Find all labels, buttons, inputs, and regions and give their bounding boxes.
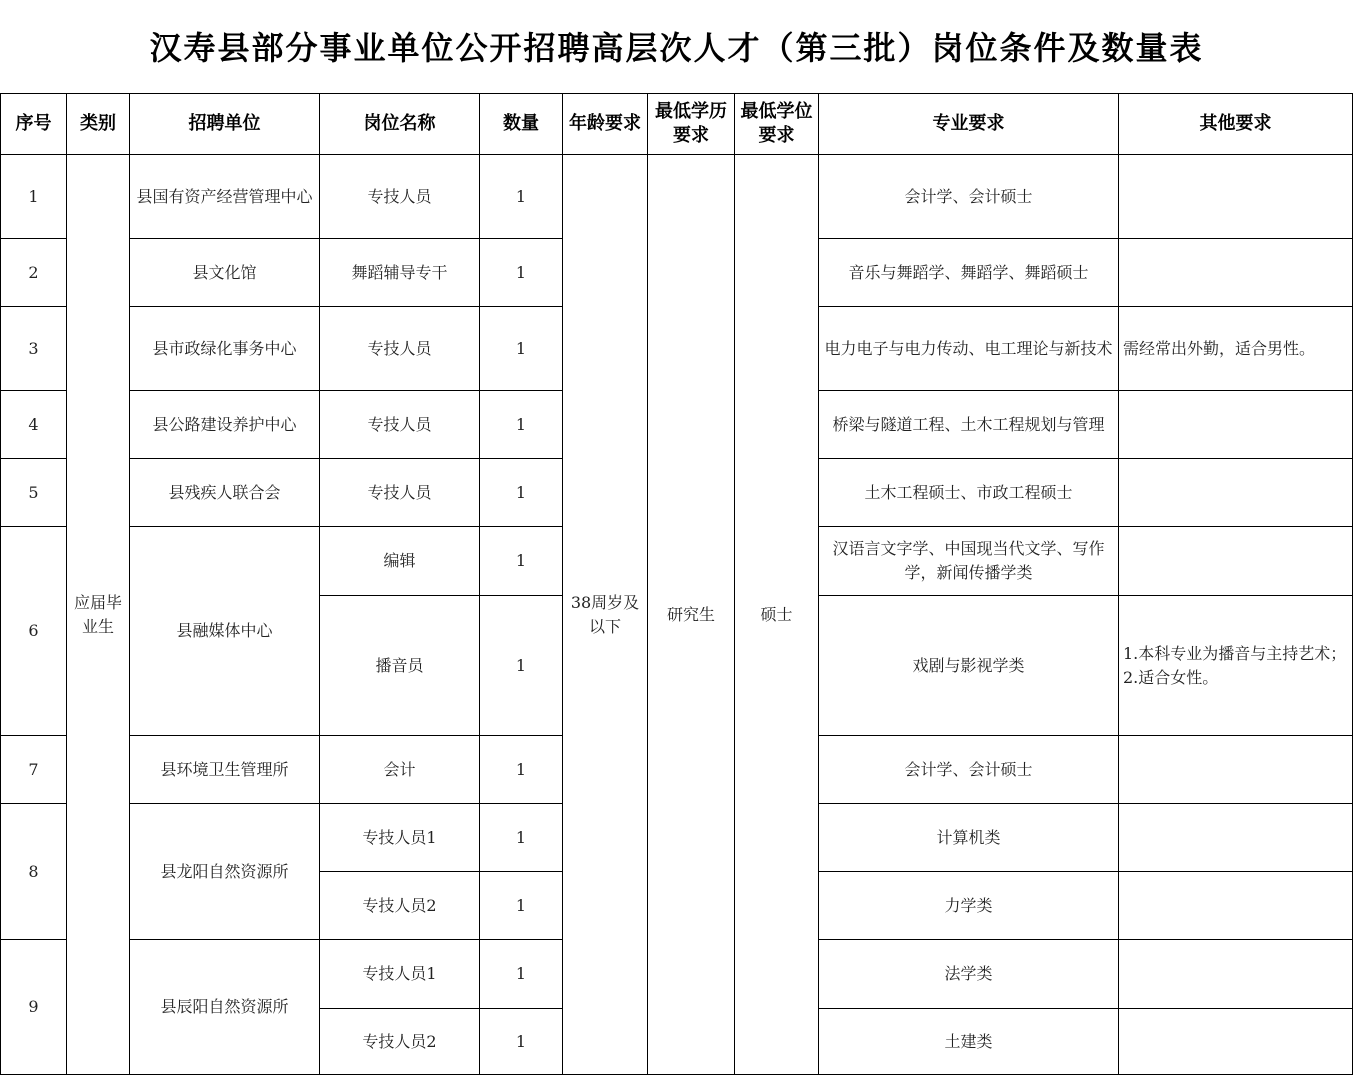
header-row — [1, 94, 1353, 155]
cell-other — [1119, 596, 1353, 736]
cell-other — [1119, 239, 1353, 307]
cell-other — [1119, 527, 1353, 596]
cell-post: 专技人员 — [320, 459, 480, 527]
cell-count: 1 — [480, 940, 563, 1009]
header-edu: 最低学历要求 — [648, 94, 735, 155]
cell-major: 音乐与舞蹈学、舞蹈学、舞蹈硕士 — [819, 239, 1119, 307]
cell-post: 专技人员1 — [320, 940, 480, 1009]
cell-unit: 县融媒体中心 — [130, 527, 320, 736]
cell-seq: 8 — [1, 804, 67, 940]
cell-unit: 县公路建设养护中心 — [130, 391, 320, 459]
cell-seq: 5 — [1, 459, 67, 527]
header-age: 年龄要求 — [563, 94, 648, 155]
cell-major: 桥梁与隧道工程、土木工程规划与管理 — [819, 391, 1119, 459]
cell-unit: 县市政绿化事务中心 — [130, 307, 320, 391]
cell-other — [1119, 155, 1353, 239]
cell-count: 1 — [480, 527, 563, 596]
cell-post: 播音员 — [320, 596, 480, 736]
cell-other: 需经常出外勤，适合男性。 — [1119, 307, 1353, 391]
other-line: 1.本科专业为播音与主持艺术； — [1123, 643, 1347, 663]
cell-seq: 6 — [1, 527, 67, 736]
cell-major: 电力电子与电力传动、电工理论与新技术 — [819, 307, 1119, 391]
cell-post: 专技人员 — [320, 155, 480, 239]
header-other: 其他要求 — [1119, 94, 1353, 155]
header-unit: 招聘单位 — [130, 94, 320, 155]
cell-age: 38周岁及以下 — [563, 155, 648, 1075]
cell-post: 舞蹈辅导专干 — [320, 239, 480, 307]
cell-other — [1119, 391, 1353, 459]
cell-major: 会计学、会计硕士 — [819, 736, 1119, 804]
header-post: 岗位名称 — [320, 94, 480, 155]
cell-unit: 县国有资产经营管理中心 — [130, 155, 320, 239]
position-table — [0, 93, 1353, 1075]
page-title: 汉寿县部分事业单位公开招聘高层次人才（第三批）岗位条件及数量表 — [149, 29, 1204, 67]
cell-seq: 1 — [1, 155, 67, 239]
cell-degree: 硕士 — [735, 155, 819, 1075]
header-category: 类别 — [67, 94, 130, 155]
cell-other — [1119, 940, 1353, 1009]
cell-unit: 县残疾人联合会 — [130, 459, 320, 527]
cell-post: 专技人员 — [320, 307, 480, 391]
cell-unit: 县龙阳自然资源所 — [130, 804, 320, 940]
cell-seq: 7 — [1, 736, 67, 804]
cell-category: 应届毕业生 — [67, 155, 130, 1075]
cell-count: 1 — [480, 155, 563, 239]
cell-seq: 9 — [1, 940, 67, 1075]
cell-major: 法学类 — [819, 940, 1119, 1009]
cell-major: 土建类 — [819, 1009, 1119, 1075]
cell-count: 1 — [480, 459, 563, 527]
cell-post: 会计 — [320, 736, 480, 804]
cell-other — [1119, 1009, 1353, 1075]
cell-post: 专技人员2 — [320, 872, 480, 940]
cell-major: 计算机类 — [819, 804, 1119, 872]
cell-count: 1 — [480, 391, 563, 459]
cell-count: 1 — [480, 1009, 563, 1075]
header-seq: 序号 — [1, 94, 67, 155]
table-row — [1, 155, 1353, 239]
cell-count: 1 — [480, 804, 563, 872]
cell-count: 1 — [480, 872, 563, 940]
cell-edu: 研究生 — [648, 155, 735, 1075]
cell-major: 会计学、会计硕士 — [819, 155, 1119, 239]
cell-other — [1119, 804, 1353, 872]
cell-post: 编辑 — [320, 527, 480, 596]
cell-unit: 县文化馆 — [130, 239, 320, 307]
cell-seq: 3 — [1, 307, 67, 391]
other-line: 2.适合女性。 — [1123, 667, 1219, 687]
header-count: 数量 — [480, 94, 563, 155]
header-major: 专业要求 — [819, 94, 1119, 155]
cell-unit: 县环境卫生管理所 — [130, 736, 320, 804]
cell-major: 汉语言文字学、中国现当代文学、写作学，新闻传播学类 — [819, 527, 1119, 596]
cell-other — [1119, 459, 1353, 527]
cell-post: 专技人员1 — [320, 804, 480, 872]
cell-major: 戏剧与影视学类 — [819, 596, 1119, 736]
cell-post: 专技人员 — [320, 391, 480, 459]
cell-count: 1 — [480, 307, 563, 391]
cell-unit: 县辰阳自然资源所 — [130, 940, 320, 1075]
cell-post: 专技人员2 — [320, 1009, 480, 1075]
cell-count: 1 — [480, 239, 563, 307]
header-degree: 最低学位要求 — [735, 94, 819, 155]
cell-other — [1119, 872, 1353, 940]
cell-count: 1 — [480, 736, 563, 804]
cell-other — [1119, 736, 1353, 804]
cell-count: 1 — [480, 596, 563, 736]
cell-major: 土木工程硕士、市政工程硕士 — [819, 459, 1119, 527]
cell-seq: 4 — [1, 391, 67, 459]
cell-seq: 2 — [1, 239, 67, 307]
cell-major: 力学类 — [819, 872, 1119, 940]
